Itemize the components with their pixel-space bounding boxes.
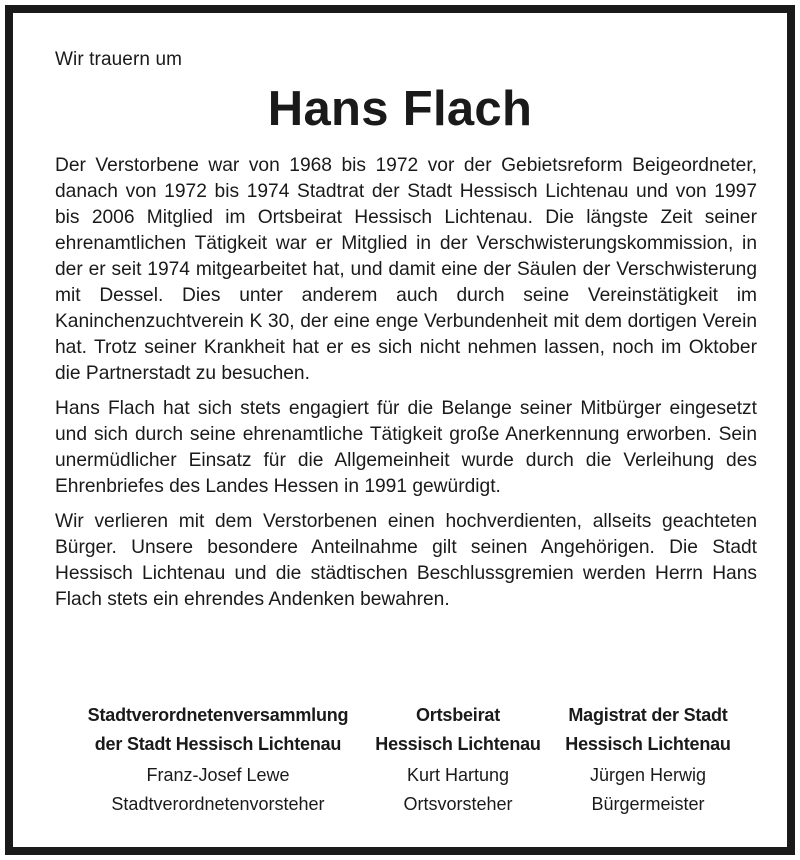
obituary-frame bbox=[5, 5, 795, 855]
signatory-person: Franz-Josef Lewe bbox=[146, 765, 290, 785]
intro-text: Wir trauern um bbox=[55, 49, 183, 70]
signatory-role: Stadtverordnetenvorsteher bbox=[111, 794, 325, 814]
signatory-org-line2: der Stadt Hessisch Lichtenau bbox=[94, 734, 342, 754]
deceased-name: Hans Flach bbox=[267, 82, 533, 136]
paragraph-career: Der Verstorbene war von 1968 bis 1972 vor der Gebietsreform Beigeordneter, danach von 1972 bis 1974 Stadtrat der Stadt Hessisch Lichtenau und von 1997 bis 2006 Mitglied im Ortsbeirat Hessisch Lichtenau. Die längste Zeit seiner ehrenamtlichen Tätigkeit war er Mitglied in der Verschwisterungskommission, in der er seit 1974 mitgearbeitet hat, und damit eine der Säulen der Verschwisterung mit Dessel. Dies unter anderem auch durch seine Vereinstätigkeit im Kaninchenzuchtverein K 30, der eine enge Verbundenheit mit dem dortigen Verein hat. Trotz seiner Krankheit hat er es sich nicht nehmen lassen, noch im Oktober die Partnerstadt zu besuchen. bbox=[55, 155, 757, 384]
signatory-local-council bbox=[358, 701, 558, 819]
signatory-org-line2: Hessisch Lichtenau bbox=[375, 734, 541, 754]
signatory-org-line2: Hessisch Lichtenau bbox=[565, 734, 731, 754]
signatory-person: Kurt Hartung bbox=[406, 765, 510, 785]
signatory-org-line1: Ortsbeirat bbox=[415, 705, 501, 725]
paragraph-honors: Hans Flach hat sich stets engagiert für die Belange seiner Mitbürger eingesetzt und sich durch seine ehrenamtliche Tätigkeit große Anerkennung erworben. Sein unermüdlicher Einsatz für die Allgemeinheit wurde durch die Verleihung des Ehrenbriefes des Landes Hessen in 1991 gewürdigt. bbox=[55, 398, 757, 497]
signatory-role: Bürgermeister bbox=[591, 794, 705, 814]
signatory-org-line1: Magistrat der Stadt bbox=[568, 705, 728, 725]
signatory-city-council bbox=[63, 701, 373, 819]
signatory-role: Ortsvorsteher bbox=[403, 794, 513, 814]
signatory-magistrate bbox=[543, 701, 753, 819]
signatory-org-line1: Stadtverordnetenversammlung bbox=[87, 705, 349, 725]
signatory-person: Jürgen Herwig bbox=[589, 765, 707, 785]
obituary-body bbox=[55, 153, 757, 622]
paragraph-condolence: Wir verlieren mit dem Verstorbenen einen hochverdienten, allseits geachteten Bürger. Unsere besondere Anteilnahme gilt seinen Angehörigen. Die Stadt Hessisch Lichtenau und die städtischen Beschlussgremien werden Herrn Hans Flach stets ein ehrendes Andenken bewahren. bbox=[55, 511, 757, 610]
